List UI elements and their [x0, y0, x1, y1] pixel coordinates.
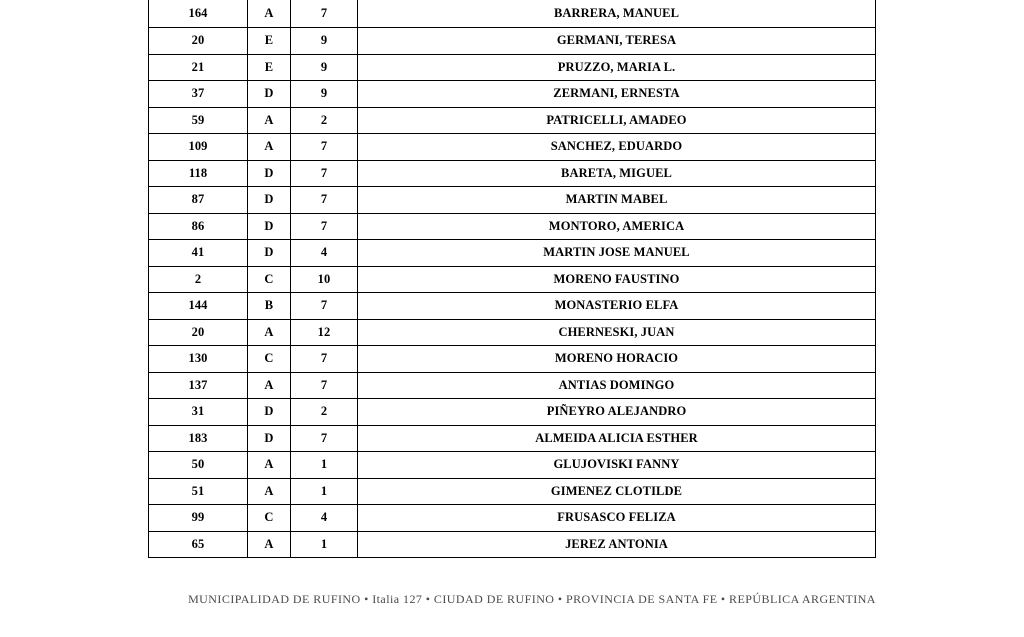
code-cell: 12 — [291, 319, 358, 346]
number-cell: 130 — [149, 346, 248, 373]
letter-cell: A — [248, 452, 291, 479]
name-cell: JEREZ ANTONIA — [358, 531, 876, 558]
number-cell: 144 — [149, 293, 248, 320]
letter-cell: B — [248, 293, 291, 320]
number-cell: 183 — [149, 425, 248, 452]
number-cell: 65 — [149, 531, 248, 558]
name-cell: PRUZZO, MARIA L. — [358, 54, 876, 81]
table-row — [149, 425, 876, 452]
letter-cell: D — [248, 213, 291, 240]
table-row — [149, 187, 876, 214]
name-cell: GERMANI, TERESA — [358, 28, 876, 55]
number-cell: 37 — [149, 81, 248, 108]
code-cell: 2 — [291, 399, 358, 426]
table-row — [149, 81, 876, 108]
code-cell: 7 — [291, 293, 358, 320]
code-cell: 7 — [291, 425, 358, 452]
table-row — [149, 452, 876, 479]
letter-cell: D — [248, 399, 291, 426]
number-cell: 41 — [149, 240, 248, 267]
number-cell: 164 — [149, 0, 248, 28]
name-cell: MONTORO, AMERICA — [358, 213, 876, 240]
name-cell: ALMEIDA ALICIA ESTHER — [358, 425, 876, 452]
letter-cell: D — [248, 187, 291, 214]
letter-cell: A — [248, 531, 291, 558]
code-cell: 4 — [291, 505, 358, 532]
name-cell: PATRICELLI, AMADEO — [358, 107, 876, 134]
letter-cell: A — [248, 107, 291, 134]
code-cell: 2 — [291, 107, 358, 134]
code-cell: 7 — [291, 187, 358, 214]
table-row — [149, 240, 876, 267]
letter-cell: A — [248, 319, 291, 346]
number-cell: 59 — [149, 107, 248, 134]
letter-cell: C — [248, 505, 291, 532]
table-row — [149, 266, 876, 293]
name-cell: MONASTERIO ELFA — [358, 293, 876, 320]
table-row — [149, 505, 876, 532]
table-row — [149, 293, 876, 320]
name-cell: MARTIN JOSE MANUEL — [358, 240, 876, 267]
letter-cell: A — [248, 478, 291, 505]
number-cell: 50 — [149, 452, 248, 479]
number-cell: 20 — [149, 28, 248, 55]
page-footer: MUNICIPALIDAD DE RUFINO • Italia 127 • CIUDAD DE RUFINO • PROVINCIA DE SANTA FE • REPÚBLICA ARGENTINA — [188, 592, 876, 606]
number-cell: 137 — [149, 372, 248, 399]
name-cell: CHERNESKI, JUAN — [358, 319, 876, 346]
table-row — [149, 531, 876, 558]
table-row — [149, 478, 876, 505]
name-cell: SANCHEZ, EDUARDO — [358, 134, 876, 161]
name-cell: BARETA, MIGUEL — [358, 160, 876, 187]
code-cell: 4 — [291, 240, 358, 267]
letter-cell: D — [248, 240, 291, 267]
code-cell: 7 — [291, 213, 358, 240]
name-cell: ANTIAS DOMINGO — [358, 372, 876, 399]
number-cell: 21 — [149, 54, 248, 81]
number-cell: 87 — [149, 187, 248, 214]
table-row — [149, 346, 876, 373]
table-row — [149, 28, 876, 55]
number-cell: 86 — [149, 213, 248, 240]
number-cell: 2 — [149, 266, 248, 293]
code-cell: 7 — [291, 0, 358, 28]
name-cell: ZERMANI, ERNESTA — [358, 81, 876, 108]
name-cell: BARRERA, MANUEL — [358, 0, 876, 28]
code-cell: 1 — [291, 531, 358, 558]
name-cell: GLUJOVISKI FANNY — [358, 452, 876, 479]
letter-cell: E — [248, 28, 291, 55]
letter-cell: A — [248, 372, 291, 399]
table-row — [149, 319, 876, 346]
name-cell: MARTIN MABEL — [358, 187, 876, 214]
code-cell: 7 — [291, 160, 358, 187]
table-row — [149, 54, 876, 81]
name-cell: GIMENEZ CLOTILDE — [358, 478, 876, 505]
table-row — [149, 134, 876, 161]
code-cell: 10 — [291, 266, 358, 293]
code-cell: 9 — [291, 54, 358, 81]
name-cell: FRUSASCO FELIZA — [358, 505, 876, 532]
records-table-body — [149, 0, 876, 558]
table-row — [149, 0, 876, 28]
number-cell: 31 — [149, 399, 248, 426]
letter-cell: D — [248, 425, 291, 452]
code-cell: 7 — [291, 346, 358, 373]
code-cell: 1 — [291, 478, 358, 505]
letter-cell: D — [248, 81, 291, 108]
number-cell: 118 — [149, 160, 248, 187]
code-cell: 9 — [291, 81, 358, 108]
name-cell: PIÑEYRO ALEJANDRO — [358, 399, 876, 426]
table-row — [149, 399, 876, 426]
table-row — [149, 213, 876, 240]
letter-cell: C — [248, 266, 291, 293]
code-cell: 1 — [291, 452, 358, 479]
number-cell: 109 — [149, 134, 248, 161]
number-cell: 99 — [149, 505, 248, 532]
name-cell: MORENO FAUSTINO — [358, 266, 876, 293]
code-cell: 9 — [291, 28, 358, 55]
number-cell: 51 — [149, 478, 248, 505]
table-row — [149, 160, 876, 187]
letter-cell: A — [248, 0, 291, 28]
table-row — [149, 372, 876, 399]
letter-cell: D — [248, 160, 291, 187]
letter-cell: C — [248, 346, 291, 373]
table-row — [149, 107, 876, 134]
code-cell: 7 — [291, 372, 358, 399]
code-cell: 7 — [291, 134, 358, 161]
letter-cell: E — [248, 54, 291, 81]
records-table — [148, 0, 876, 558]
name-cell: MORENO HORACIO — [358, 346, 876, 373]
letter-cell: A — [248, 134, 291, 161]
number-cell: 20 — [149, 319, 248, 346]
